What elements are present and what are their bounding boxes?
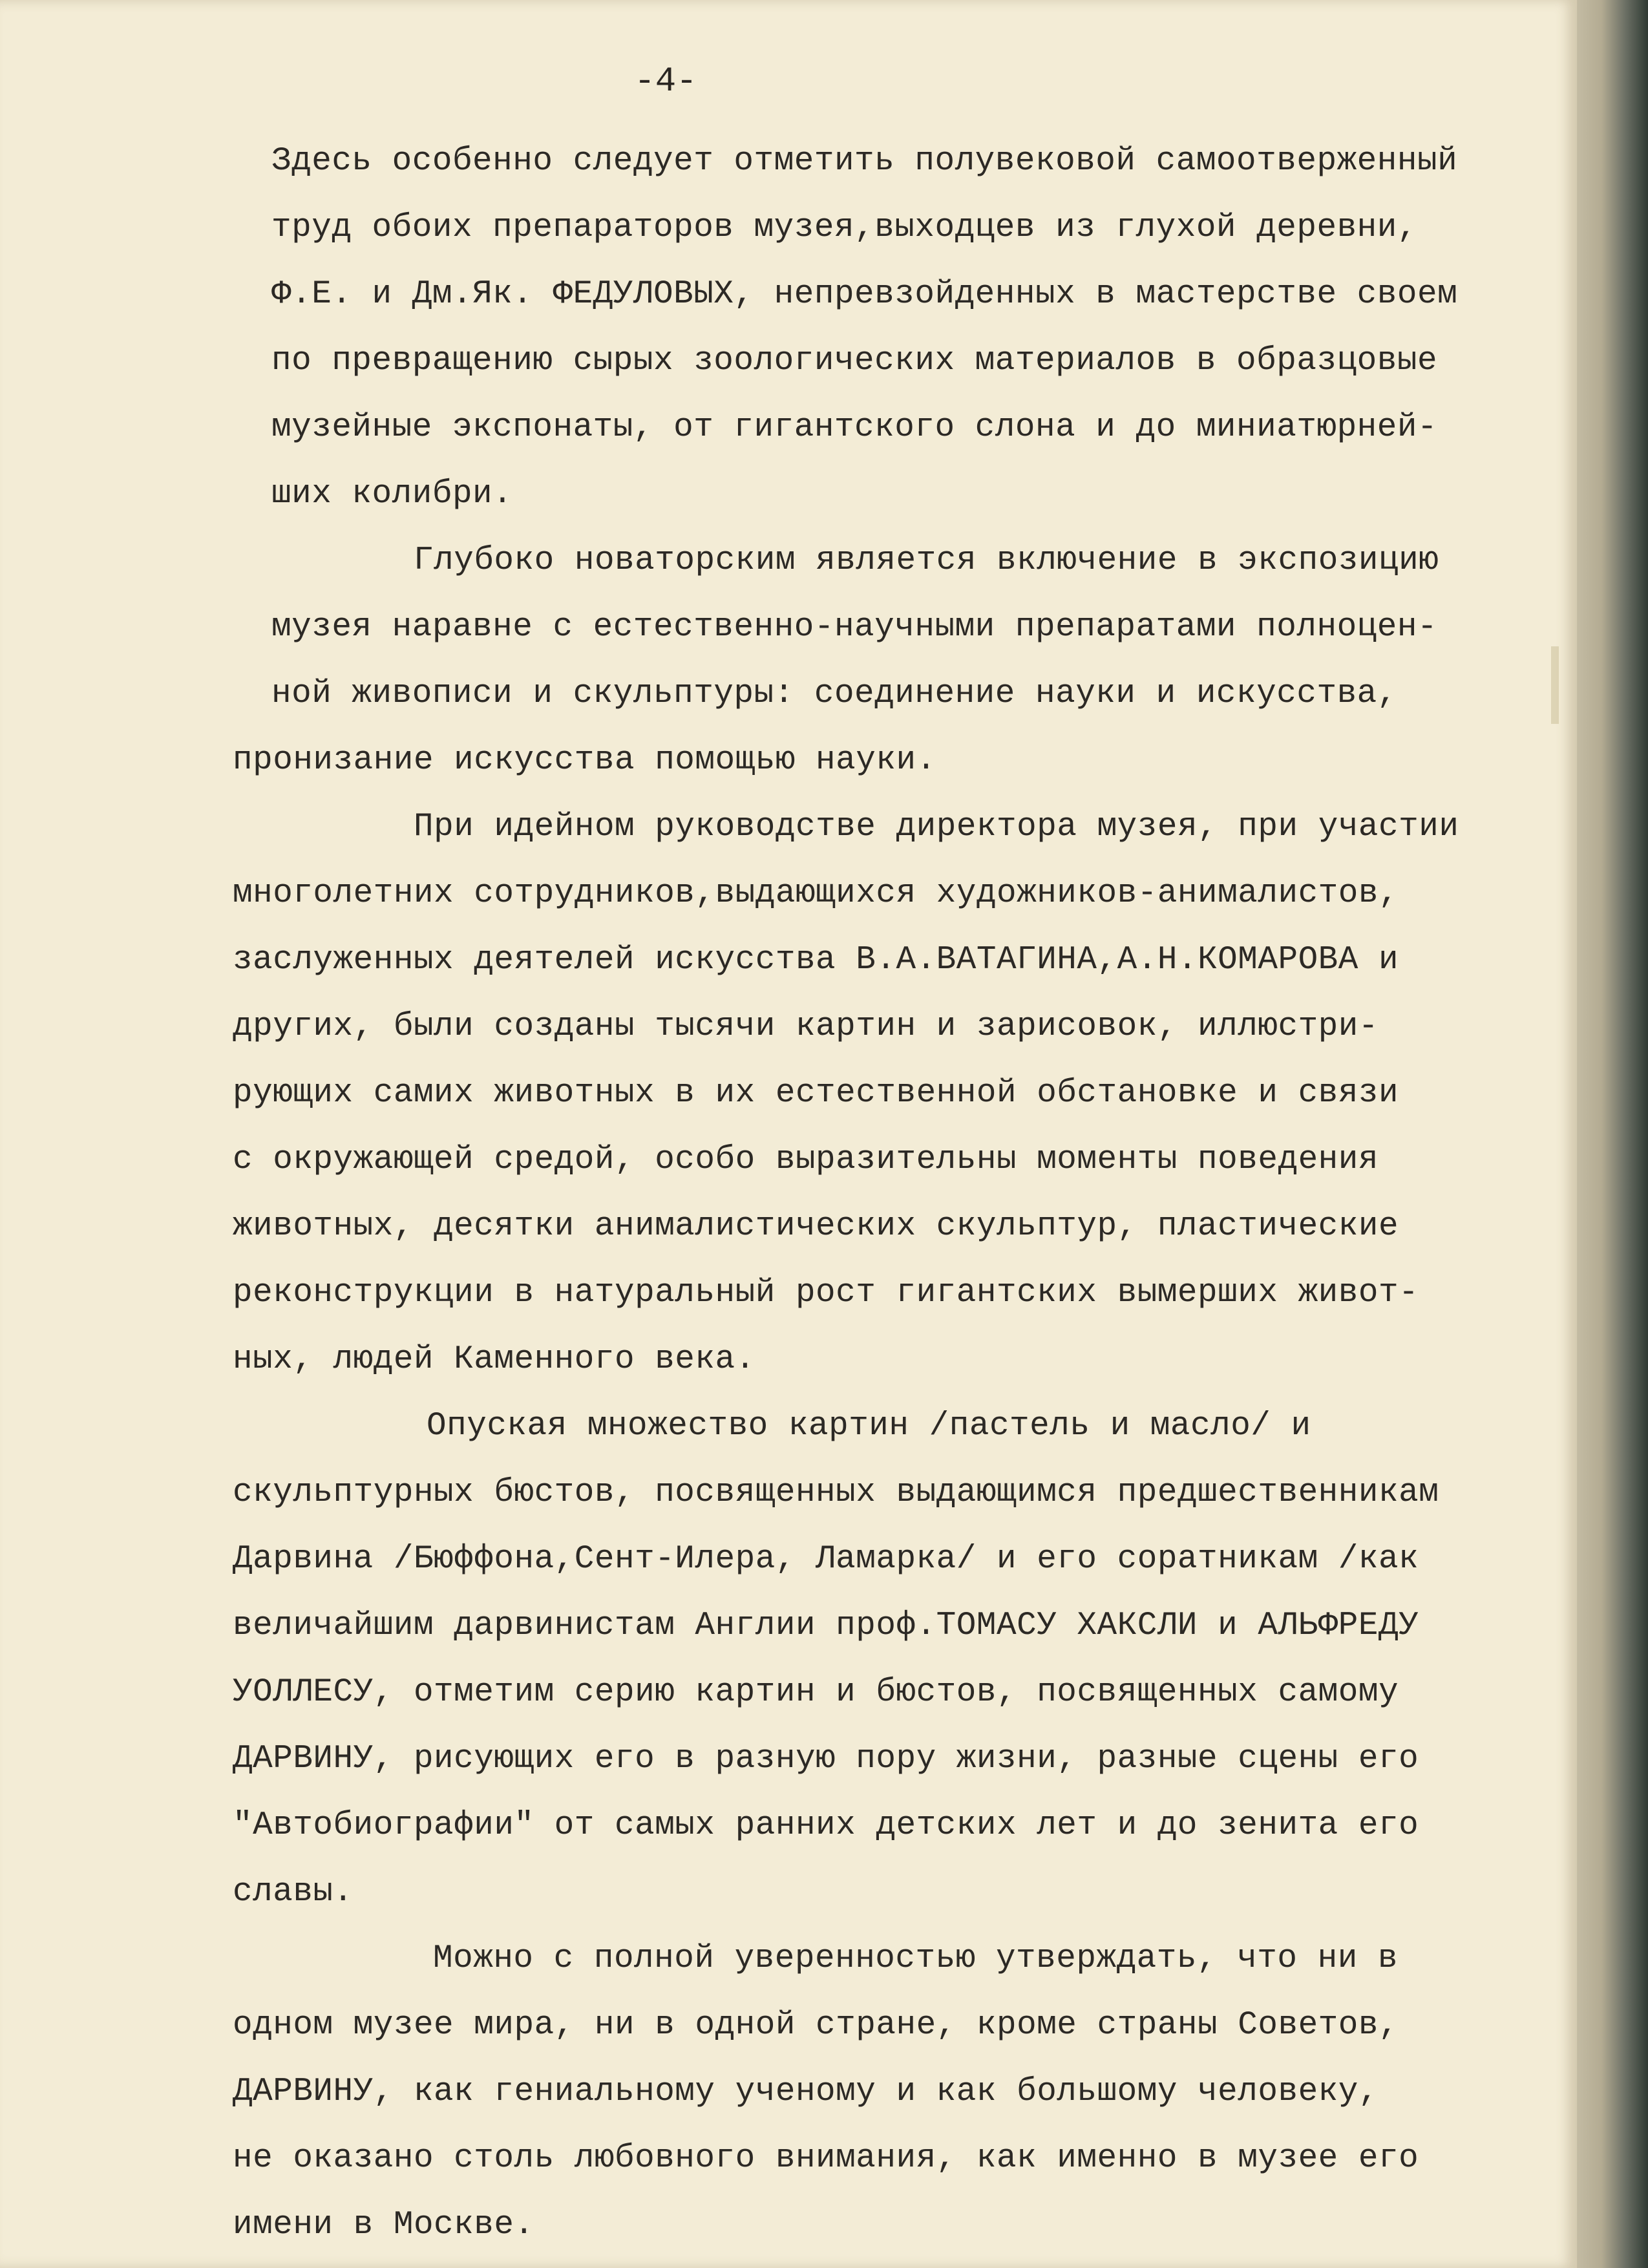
text-line: скульптурных бюстов, посвященных выдающимся предшественникам	[233, 1474, 1439, 1511]
text-line: по превращению сырых зоологических материалов в образцовые	[271, 343, 1438, 379]
text-line: труд обоих препараторов музея,выходцев из глухой деревни,	[271, 209, 1417, 246]
text-line: многолетних сотрудников,выдающихся художников-анималистов,	[233, 875, 1399, 912]
text-line: пронизание искусства помощью науки.	[233, 742, 936, 779]
paragraph-5	[220, 1925, 1564, 2258]
text-line: музейные экспонаты, от гигантского слона и до миниатюрней-	[271, 409, 1438, 446]
paragraph-1	[220, 128, 1564, 527]
text-line: других, были созданы тысячи картин и зарисовок, иллюстри-	[233, 1008, 1379, 1045]
text-line: Опуская множество картин /пастель и масло/ и	[427, 1408, 1311, 1445]
text-line: Ф.Е. и Дм.Як. ФЕДУЛОВЫХ, непревзойденных в мастерстве своем	[271, 276, 1458, 313]
text-line: Дарвина /Бюффона,Сент-Илера, Ламарка/ и его соратникам /как	[233, 1541, 1419, 1578]
text-line: славы.	[233, 1874, 354, 1911]
paragraph-4	[220, 1393, 1564, 1925]
text-line: животных, десятки анималистических скульптур, пластические	[233, 1208, 1399, 1245]
text-line: ной живописи и скульптуры: соединение науки и искусства,	[271, 675, 1397, 712]
text-line: заслуженных деятелей искусства В.А.ВАТАГИНА,А.Н.КОМАРОВА и	[233, 942, 1399, 979]
text-line: Можно с полной уверенностью утверждать, что ни в	[433, 1940, 1399, 1977]
text-line: УОЛЛЕСУ, отметим серию картин и бюстов, посвященных самому	[233, 1674, 1399, 1711]
text-line: Здесь особенно следует отметить полувековой самоотверженный	[271, 143, 1458, 180]
paragraph-3	[220, 794, 1564, 1393]
text-line: При идейном руководстве директора музея, при участии	[414, 809, 1459, 845]
text-line: Глубоко новаторским является включение в экспозицию	[414, 542, 1439, 579]
text-line: музея наравне с естественно-научными препаратами полноцен-	[271, 609, 1438, 646]
page-number: -4-	[634, 62, 697, 101]
text-line: величайшим дарвинистам Англии проф.ТОМАСУ ХАКСЛИ и АЛЬФРЕДУ	[233, 1607, 1419, 1644]
text-line: ных, людей Каменного века.	[233, 1341, 755, 1378]
typewritten-body	[220, 128, 1564, 2258]
paragraph-2	[220, 527, 1564, 794]
scanner-edge	[1570, 0, 1648, 2268]
text-line: ДАРВИНУ, рисующих его в разную пору жизни, разные сцены его	[233, 1741, 1419, 1777]
text-line: ДАРВИНУ, как гениальному ученому и как большому человеку,	[233, 2073, 1379, 2110]
text-line: имени в Москве.	[233, 2207, 534, 2243]
text-line: ших колибри.	[271, 476, 513, 513]
text-line: реконструкции в натуральный рост гигантских вымерших живот-	[233, 1275, 1419, 1311]
text-line: рующих самих животных в их естественной обстановке и связи	[233, 1075, 1399, 1112]
text-line: не оказано столь любовного внимания, как именно в музее его	[233, 2140, 1419, 2177]
text-line: с окружающей средой, особо выразительны моменты поведения	[233, 1141, 1379, 1178]
text-line: одном музее мира, ни в одной стране, кроме страны Советов,	[233, 2007, 1399, 2044]
text-line: "Автобиографии" от самых ранних детских лет и до зенита его	[233, 1807, 1419, 1844]
